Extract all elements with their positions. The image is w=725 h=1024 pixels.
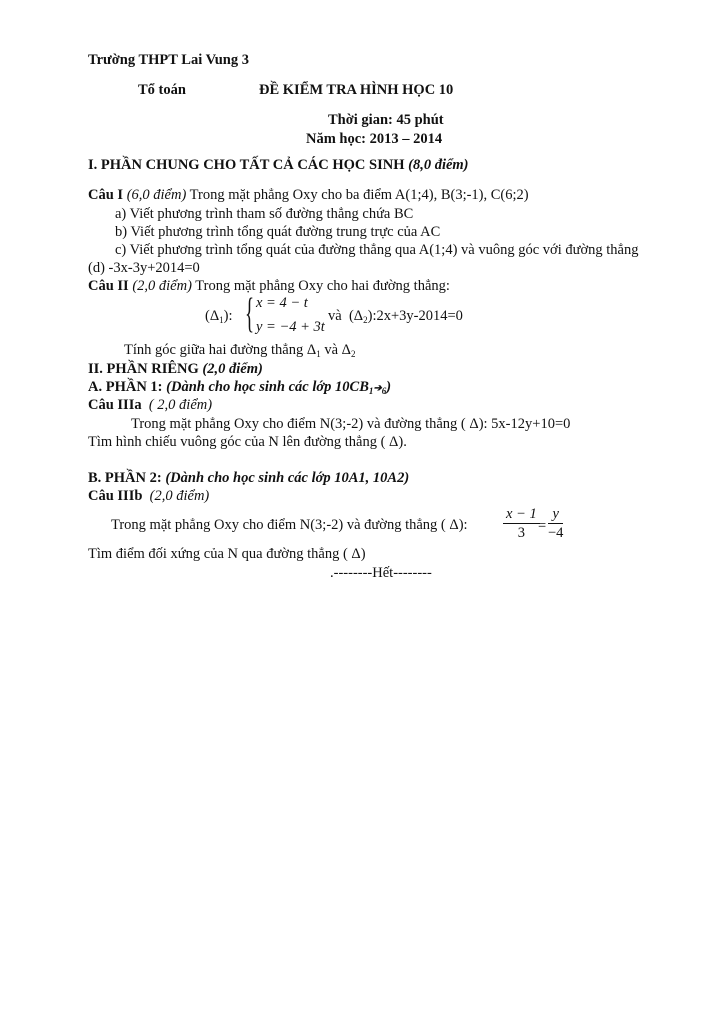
equals-sign: = (538, 518, 547, 534)
fraction-y: $\frac{y}{-4}$ (548, 506, 564, 541)
question-3b: Câu IIIb (2,0 điểm) (88, 488, 210, 504)
question-1: Câu I (6,0 điểm) Trong mặt phẳng Oxy cho ba điểm A(1;4), B(3;-1), C(6;2) (88, 187, 529, 203)
system-eq-x: x = 4 − t (256, 295, 308, 311)
question-3b-ask: Tìm điểm đối xứng của N qua đường thẳng ( Δ) (88, 546, 366, 562)
question-3a-ask: Tìm hình chiếu vuông góc của N lên đường thẳng ( Δ). (88, 434, 407, 450)
question-3a: Câu IIIa ( 2,0 điểm) (88, 397, 213, 413)
line-delta1-label: $(\Delta_1)$: (205, 308, 233, 325)
department: Tổ toán (138, 82, 186, 98)
school-year: Năm học: 2013 – 2014 (306, 131, 443, 147)
question-3b-text: Trong mặt phẳng Oxy cho điểm N(3;-2) và đường thẳng ( Δ): (111, 517, 468, 533)
part2-heading: II. PHẦN RIÊNG (2,0 điểm) (88, 361, 263, 377)
question-1a: a) Viết phương trình tham số đường thẳng chứa BC (115, 206, 414, 222)
school-name: Trường THPT Lai Vung 3 (88, 52, 249, 68)
question-1b: b) Viết phương trình tổng quát đường trung trực của AC (115, 224, 441, 240)
question-3a-text: Trong mặt phẳng Oxy cho điểm N(3;-2) và đường thẳng ( Δ): 5x-12y+10=0 (131, 416, 571, 432)
exam-title: ĐỀ KIỂM TRA HÌNH HỌC 10 (259, 82, 454, 98)
fraction-x: $\frac{x - 1}{3}$ (503, 506, 540, 543)
question-1c-cont: (d) -3x-3y+2014=0 (88, 260, 200, 276)
question-2-ask: Tính góc giữa hai đường thẳng $\Delta_1$ và $\Delta_2$ (124, 342, 356, 359)
duration: Thời gian: 45 phút (328, 112, 444, 128)
question-1c: c) Viết phương trình tổng quát của đường thẳng qua A(1;4) và vuông góc với đường thẳng (115, 242, 639, 258)
part1-heading: I. PHẦN CHUNG CHO TẤT CẢ CÁC HỌC SINH (8,0 điểm) (88, 157, 469, 173)
line-delta2: và $(\Delta_2):2x+3y-2014=0$ (328, 308, 463, 325)
question-2: Câu II (2,0 điểm) Trong mặt phẳng Oxy cho hai đường thẳng: (88, 278, 450, 294)
system-brace: { (245, 291, 255, 337)
part2b-heading: B. PHẦN 2: (Dành cho học sinh các lớp 10A1, 10A2) (88, 470, 410, 486)
end-marker: .--------Hết-------- (330, 565, 432, 581)
part2a-heading: A. PHẦN 1: (Dành cho học sinh các lớp $10CB_1➔_6$) (88, 379, 392, 396)
system-eq-y: y = −4 + 3t (256, 319, 325, 335)
